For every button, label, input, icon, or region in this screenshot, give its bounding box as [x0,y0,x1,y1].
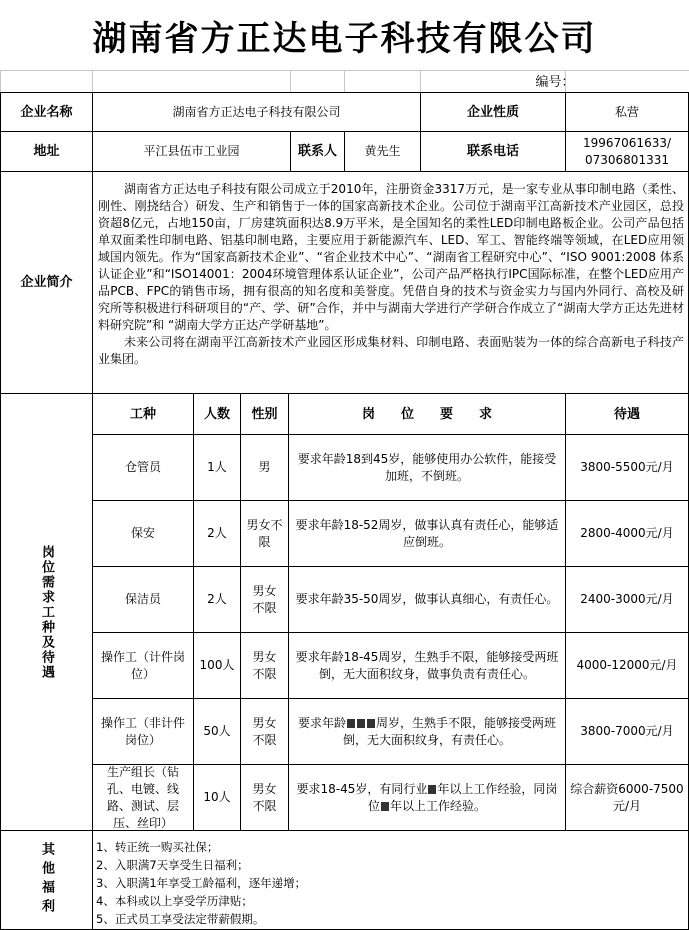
benefits-list [96,838,546,928]
job-type: 保洁员 [124,592,161,606]
job-type: 仓管员 [124,460,161,474]
phone-value-1: 19967061633/ [582,135,672,150]
illegible-mark [357,719,365,728]
company-name-label: 企业名称 [20,104,73,120]
company-nature-value: 私营 [614,104,639,119]
phone-label: 联系电话 [466,144,519,159]
job-count: 10人 [203,790,231,804]
job-gender: 男女不限 [252,583,277,615]
benefit-item: 1、转正统一购买社保； [96,840,219,854]
benefits-label: 其他福利 [39,842,54,918]
illegible-mark [381,802,389,811]
intro-paragraph-2: 未来公司将在湖南平江高新技术产业园区形成集材料、印制电路、表面贴装为一体的综合高新电子科技产业集团。 [98,335,684,366]
intro-label: 企业简介 [20,275,73,290]
job-type: 生产组长（钻孔、电镀、线路、测试、层压、丝印） [106,764,179,830]
job-count: 2人 [207,592,227,606]
jobs-header-type: 工种 [129,406,156,422]
phone-value [566,132,688,171]
jobs-section-label: 岗位需求工种及待遇 [39,544,54,680]
contact-label: 联系人 [297,144,337,159]
job-count: 1人 [207,460,227,474]
job-requirement: 要求年龄35-50周岁，做事认真细心，有责任心。 [295,592,559,606]
address-value: 平江县伍市工业园 [143,144,240,158]
job-type: 操作工（非计件岗位） [100,715,185,747]
jobs-header-requirement: 岗 位 要 求 [361,406,492,422]
job-pay: 4000-12000元/月 [576,658,678,672]
job-count: 100人 [199,658,235,672]
intro-paragraph-1: 湖南省方正达电子科技有限公司成立于2010年，注册资金3317万元，是一家专业从事印制电路（柔性、刚性、刚挠结合）研发、生产和销售于一体的国家高新技术企业。公司位于湖南平江高新技术产业园区，总投资超8亿元，占地150亩，厂房建筑面积达8.9万平米，是全国知名的柔性LED印制电路板企业。公司产品包括单双面柔性印制电路、铝基印制电路，主要应用于新能源汽车、LED、军工、智能终端等领域，在LED应用领域国内领先。作为“国家高新技术企业”、“省企业技术中心”、“湖南省工程研究中心”、“ISO 9001:2008 体系认证企业”和“ISO14001：2004环境管理体系认证企业”，公司产品严格执行IPC国际标准，在整个LED应用产品PCB、FPC的销售市场，拥有很高的知名度和美誉度。凭借自身的技术与资金实力与国内外同行、高校及研究所等积极进行科研项目的“产、学、研”合作，并中与湖南大学进行产学研合作成立了“湖南大学方正达先进材料研究院”和 “湖南大学方正达产学研基地”。 [98,182,684,332]
illegible-mark [428,785,436,794]
jobs-header-count: 人数 [203,406,230,422]
contact-value: 黄先生 [364,144,401,158]
job-gender: 男女不限 [246,517,283,549]
job-count: 2人 [207,526,227,540]
job-pay: 综合薪资6000-7500元/月 [570,781,684,813]
job-requirement: 要求年龄18-45周岁，生熟手不限，能够接受两班倒，无大面积纹身，做事负责有责任心。 [295,649,559,681]
address-label: 地址 [33,144,60,159]
illegible-mark [367,719,375,728]
jobs-header-gender: 性别 [251,406,278,422]
job-type: 保安 [130,526,155,540]
job-gender: 男 [258,460,271,474]
job-gender: 男女不限 [252,781,277,813]
intro-text [98,181,684,368]
job-requirement: 要求18-45岁，有同行业 年以上工作经验，同岗位 年以上工作经验。 [296,781,558,813]
company-name-value: 湖南省方正达电子科技有限公司 [172,104,341,119]
job-gender: 男女不限 [252,715,277,747]
job-requirement: 要求年龄 周岁，生熟手不限，能够接受两班倒，无大面积纹身，有责任心。 [297,715,557,747]
job-pay: 3800-7000元/月 [580,724,674,738]
job-count: 50人 [203,724,231,738]
benefit-item: 5、正式员工享受法定带薪假期。 [96,912,265,926]
job-pay: 2800-4000元/月 [580,526,674,540]
benefit-item: 2、入职满7天享受生日福利； [96,858,249,872]
page-title: 湖南省方正达电子科技有限公司 [92,18,597,59]
company-nature-label: 企业性质 [466,104,519,120]
job-pay: 3800-5500元/月 [580,460,674,474]
phone-value-2: 07306801331 [585,152,669,167]
job-requirement: 要求年龄18-52周岁，做事认真有责任心，能够适应倒班。 [295,517,559,549]
jobs-header-pay: 待遇 [613,406,640,422]
job-type: 操作工（计件岗位） [100,649,185,681]
job-pay: 2400-3000元/月 [580,592,674,606]
benefit-item: 4、本科或以上享受学历津贴； [96,894,253,908]
job-requirement: 要求年龄18到45岁，能够使用办公软件，能接受加班，不倒班。 [297,451,557,483]
job-gender: 男女不限 [252,649,277,681]
benefit-item: 3、入职满1年享受工龄福利，逐年递增； [96,876,307,890]
illegible-mark [347,719,355,728]
serial-label: 编号： [535,74,575,90]
